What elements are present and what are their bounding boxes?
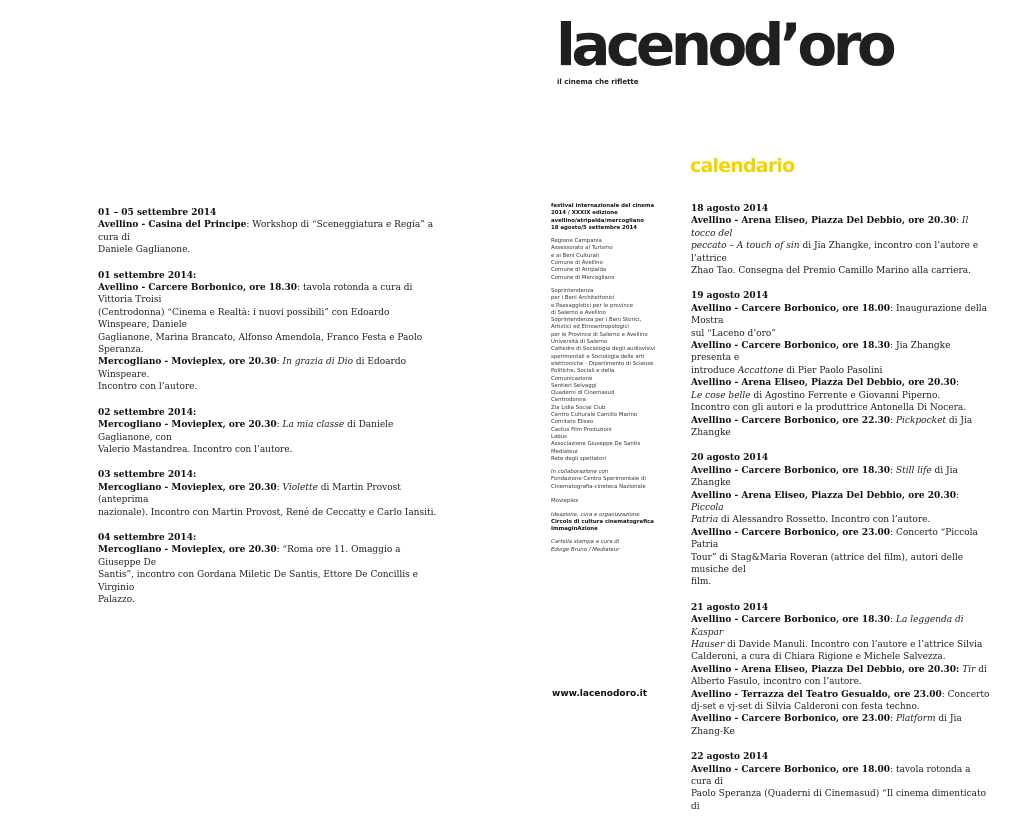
entry-line-text: di Daniele Gaglianone, con — [98, 420, 394, 443]
entry-text — [691, 215, 991, 277]
venue-time: Avellino - Arena Eliseo, Piazza Del Debbio, ore 20.30: — [691, 664, 960, 675]
entry-line-text: : “Roma ore 11. Omaggio a Giuseppe De — [98, 545, 401, 568]
festival-credits-column — [551, 203, 681, 560]
entry-line-text: Alberto Fasulo, incontro con l’autore. — [691, 677, 862, 688]
entry-line — [691, 514, 991, 526]
entry-line — [691, 651, 991, 663]
entry-line-text: : — [890, 415, 896, 426]
entry-line — [691, 713, 991, 738]
schedule-entry — [691, 452, 991, 588]
venue-time: Mercogliano - Movieplex, ore 20.30 — [98, 357, 277, 368]
entry-line — [98, 282, 438, 307]
film-title: Still life — [895, 465, 932, 476]
entry-line — [98, 244, 438, 256]
entry-date: 22 agosto 2014 — [691, 752, 769, 763]
venue-time: Avellino - Carcere Borbonico, ore 18.00 — [691, 303, 891, 314]
entry-line-text: di Agostino Ferrente e Giovanni Piperno. — [750, 390, 941, 401]
credit-line — [551, 491, 681, 498]
entry-line — [98, 307, 438, 332]
credit-line: Cactus Film Produzioni — [551, 426, 612, 433]
entry-line-text: Valerio Mastandrea. Incontro con l’autore. — [98, 444, 293, 455]
film-title: Pickpocket — [895, 415, 947, 426]
entry-line — [691, 552, 991, 577]
entry-date: 21 agosto 2014 — [691, 602, 769, 613]
entry-line-text: sul “Laceno d’oro” — [691, 328, 776, 339]
venue-time: Avellino - Carcere Borbonico, ore 18.30 — [691, 341, 891, 352]
credit-line: Università di Salerno — [551, 339, 608, 346]
film-title: Patria — [691, 515, 719, 526]
organization-block — [551, 512, 681, 534]
credit-line: Labus — [551, 433, 567, 440]
entry-line-text: : — [890, 615, 896, 626]
schedule-entry — [691, 290, 991, 439]
credit-line: avellino/atripalda/mercogliano — [551, 217, 644, 224]
credit-line: Zia Lidia Social Club — [551, 404, 606, 411]
entry-line — [691, 639, 991, 651]
collaboration-block — [551, 469, 681, 505]
venue-time: Mercogliano - Movieplex, ore 20.30 — [98, 545, 277, 556]
entry-line-text: : Concerto — [941, 689, 990, 700]
entry-line-text: dj-set e vj-set di Silvia Calderoni con festa techno. — [691, 702, 920, 713]
credit-line: e ai Beni Culturali — [551, 252, 599, 259]
entry-line-text: di Jia Zhangke — [691, 415, 973, 438]
entry-line — [98, 381, 438, 393]
entry-line — [98, 219, 438, 244]
entry-line — [691, 788, 991, 813]
entry-line-text: : — [955, 490, 960, 501]
entry-line-text: di Alessandro Rossetto. Incontro con l’autore. — [718, 515, 931, 526]
entry-line-text: di Davide Manuli. Incontro con l’autore e l’attrice Silvia — [724, 640, 983, 650]
entry-date: 01 – 05 settembre 2014 — [98, 208, 217, 218]
entry-line-text: di Martin Provost (anteprima — [98, 482, 401, 506]
entry-date: 02 settembre 2014: — [98, 407, 197, 418]
credit-line: Circolo di cultura cinematografica — [551, 518, 654, 525]
entry-line-text: : — [276, 482, 283, 493]
entry-line-text: di — [975, 664, 987, 675]
entry-line-text: di Pier Paolo Pasolini — [783, 365, 883, 376]
entry-line-text: Paolo Speranza (Quaderni di Cinemasud) “Il cinema dimenticato di — [691, 789, 987, 812]
credit-line: per i Beni Architettonici — [551, 295, 615, 302]
credit-line: Edvige Bruno / Mediateur — [551, 546, 620, 553]
credit-line: Centrodonna — [551, 397, 586, 404]
credit-line: elettroniche - Dipartimento di Scienze — [551, 360, 654, 367]
entry-line — [691, 701, 991, 713]
entry-line — [98, 419, 438, 444]
schedule-entry — [691, 203, 991, 277]
entry-line-text: Calderoni, a cura di Chiara Rigione e Michele Salvezza. — [691, 652, 946, 663]
entry-line-text: Palazzo. — [98, 594, 135, 605]
entry-line-text: : Workshop di “Sceneggiatura e Regia” a cura di — [98, 220, 434, 243]
credit-line: Artistici ed Etnoantropologici — [551, 324, 629, 331]
partners-organizations — [551, 288, 681, 463]
entry-line-text: (Centrodonna) “Cinema e Realtà: i nuovi possibili” con Edoardo Winspeare, Daniele — [98, 307, 390, 331]
credit-line: e Paesaggistici per le province — [551, 302, 634, 309]
entry-text — [691, 764, 991, 814]
film-title: Violette — [282, 482, 318, 493]
credit-line: Fondazione Centro Sperimentale di — [551, 476, 646, 483]
entry-line — [691, 415, 991, 440]
entry-line-text: : — [955, 378, 960, 389]
credit-line: Sentieri Selvaggi — [551, 382, 597, 389]
entry-line-text: Zhao Tao. Consegna del Premio Camillo Marino alla carriera. — [691, 266, 972, 277]
credit-line: 2014 / XXXIX edizione — [551, 210, 618, 217]
entry-line — [98, 544, 438, 569]
press-block — [551, 539, 681, 554]
credit-line: Comitato Eliseo — [551, 419, 594, 426]
entry-line-text: : Concerto “Piccola Patria — [691, 527, 978, 551]
entry-line-text: film. — [691, 577, 712, 588]
festival-logo: lacenod’oro — [556, 11, 893, 79]
credit-line: Cartella stampa a cura di — [551, 539, 620, 546]
credit-line: Quaderni di Cinemasud — [551, 390, 615, 397]
entry-line-text: : tavola rotonda a cura di — [691, 764, 971, 788]
credit-line: per le Province di Salerno e Avellino — [551, 331, 648, 338]
left-schedule-column — [98, 207, 438, 619]
venue-time: Avellino - Arena Eliseo, Piazza Del Debbio, ore 20.30 — [691, 490, 956, 501]
entry-line-text: Incontro con gli autori e la produttrice Antonella Di Nocera. — [691, 403, 967, 414]
credit-line: Centro Culturale Camillo Marino — [551, 412, 638, 419]
entry-text — [691, 465, 991, 589]
credit-line: Cattedre di Sociologia degli audiovisivi — [551, 346, 656, 353]
entry-text — [98, 219, 438, 256]
entry-line — [691, 240, 991, 265]
entry-line — [691, 664, 991, 676]
credit-line: Soprintendenza per i Beni Storici, — [551, 317, 642, 324]
entry-line-text: di Jia Zhangke, incontro con l’autore e l’attrice — [691, 241, 979, 264]
credit-line: Comune di Mercogliano — [551, 274, 615, 281]
film-title: La mia classe — [282, 420, 345, 431]
credit-line: Comune di Atripalda — [551, 267, 607, 274]
credit-line: Associazione Giuseppe De Santis — [551, 441, 641, 448]
credit-line: Movieplex — [551, 498, 579, 505]
entry-line-text: Daniele Gaglianone. — [98, 245, 191, 256]
entry-text — [98, 482, 438, 519]
entry-line — [691, 377, 991, 389]
partners-institutions — [551, 238, 681, 282]
festival-info — [551, 203, 681, 232]
entry-date: 04 settembre 2014: — [98, 532, 197, 543]
credit-line: di Salerno e Avellino — [551, 309, 606, 316]
entry-line — [691, 303, 991, 328]
right-schedule-column — [691, 203, 991, 826]
entry-line-text: : — [890, 714, 896, 725]
venue-time: Avellino - Casina del Principe — [98, 220, 247, 231]
entry-line-text: di Jia Zhangke — [691, 465, 958, 489]
venue-time: Avellino - Carcere Borbonico, ore 18.00 — [691, 764, 891, 775]
credit-line: Soprintendenza — [551, 287, 594, 294]
credit-line: Mediateur — [551, 448, 579, 455]
entry-date: 01 settembre 2014: — [98, 270, 197, 281]
credit-line: Comunicazione — [551, 375, 593, 382]
film-title: La leggenda di Kaspar — [691, 615, 964, 638]
entry-line-text: : Inaugurazione della Mostra — [691, 303, 987, 327]
schedule-entry — [98, 407, 438, 457]
entry-date: 18 agosto 2014 — [691, 204, 769, 214]
entry-date: 20 agosto 2014 — [691, 453, 769, 464]
entry-line — [691, 265, 991, 277]
film-title: Accattone — [737, 365, 784, 376]
entry-line — [691, 215, 991, 240]
collab-label: In collaborazione con — [551, 469, 609, 476]
credit-line: Regione Campania — [551, 238, 602, 245]
schedule-entry — [98, 207, 438, 257]
venue-time: Avellino - Arena Eliseo, Piazza Del Debbio, ore 20.30 — [691, 216, 956, 227]
entry-line — [691, 402, 991, 414]
entry-line — [98, 332, 438, 357]
entry-text — [691, 614, 991, 738]
entry-line-text: : Jia Zhangke presenta e — [691, 341, 951, 364]
entry-line — [691, 764, 991, 789]
entry-date: 03 settembre 2014: — [98, 470, 197, 481]
entry-line — [691, 465, 991, 490]
entry-line — [691, 527, 991, 552]
credit-line: 18 agosto/5 settembre 2014 — [551, 224, 638, 231]
entry-line — [691, 490, 991, 515]
idea-label: Ideazione, cura e organizzazione — [551, 511, 640, 518]
credit-line: festival internazionale del cinema — [551, 203, 655, 209]
film-title: Piccola — [691, 502, 724, 513]
website-link[interactable]: www.lacenodoro.it — [552, 689, 648, 699]
credit-line: Cinematografia-cineteca Nazionale — [551, 483, 646, 490]
credit-line: Rete degli spettatori — [551, 455, 607, 462]
entry-line-text: : tavola rotonda a cura di Vittoria Troisi — [98, 283, 413, 306]
entry-line-text: Santis”, incontro con Gordana Miletic De Santis, Ettore De Concillis e Virginio — [98, 570, 418, 593]
entry-line — [98, 569, 438, 594]
entry-line — [98, 507, 438, 519]
entry-line-text: : — [276, 420, 283, 431]
venue-time: Avellino - Carcere Borbonico, ore 18.30 — [691, 615, 891, 626]
entry-line-text: di Edoardo Winspeare. — [98, 357, 407, 380]
film-title: In grazia di Dio — [282, 357, 354, 368]
schedule-entry — [691, 602, 991, 738]
film-title: Hauser — [691, 640, 725, 650]
entry-line — [691, 614, 991, 639]
venue-time: Avellino - Carcere Borbonico, ore 23.00 — [691, 527, 891, 538]
credit-line: Assessorato al Turismo — [551, 245, 613, 252]
entry-line-text: di Jia Zhang-Ke — [691, 714, 962, 737]
entry-line — [691, 576, 991, 588]
venue-time: Mercogliano - Movieplex, ore 20.30 — [98, 420, 277, 431]
credit-line: Politiche, Sociali e della — [551, 368, 615, 375]
film-title: Platform — [895, 714, 936, 725]
entry-line-text: : — [955, 216, 962, 227]
venue-time: Avellino - Carcere Borbonico, ore 18.30 — [691, 465, 891, 476]
entry-line — [98, 594, 438, 606]
venue-time: Avellino - Carcere Borbonico, ore 18.30 — [98, 283, 298, 294]
entry-line — [691, 689, 991, 701]
schedule-entry — [691, 751, 991, 813]
schedule-entry — [98, 532, 438, 606]
logo-tagline: il cinema che riflette — [557, 78, 639, 86]
venue-time: Mercogliano - Movieplex, ore 20.30 — [98, 482, 277, 493]
entry-line-text: : — [276, 357, 283, 368]
entry-line — [691, 340, 991, 365]
schedule-entry — [98, 469, 438, 519]
venue-time: Avellino - Carcere Borbonico, ore 23.00 — [691, 714, 891, 725]
entry-line-text: introduce — [691, 365, 738, 376]
entry-line-text: Incontro con l’autore. — [98, 382, 198, 393]
film-title: Tir — [962, 664, 976, 675]
film-title: peccato – A touch of sin — [691, 241, 800, 252]
idea-list — [551, 519, 681, 534]
entry-line — [98, 444, 438, 456]
entry-line-text: Gaglianone, Marina Brancato, Alfonso Amendola, Franco Festa e Paolo Speranza. — [98, 332, 423, 356]
entry-line — [691, 676, 991, 688]
section-title: calendario — [690, 155, 795, 177]
venue-time: Avellino - Carcere Borbonico, ore 22.30 — [691, 415, 891, 426]
credit-line: sperimentali e Sociologia delle arti — [551, 353, 645, 360]
film-title: Le cose belle — [691, 390, 751, 401]
entry-line — [98, 356, 438, 381]
entry-line — [691, 328, 991, 340]
venue-time: Avellino - Terrazza del Teatro Gesualdo, ore 23.00 — [691, 689, 942, 700]
credit-line: Comune di Avellino — [551, 260, 603, 267]
entry-text — [98, 282, 438, 394]
entry-line-text: nazionale). Incontro con Martin Provost, René de Ceccatty e Carlo Iansiti. — [98, 507, 437, 518]
entry-text — [98, 544, 438, 606]
entry-text — [691, 303, 991, 439]
venue-time: Avellino - Arena Eliseo, Piazza Del Debbio, ore 20.30 — [691, 378, 956, 389]
credit-line: ImmaginAzione — [551, 526, 598, 533]
entry-line — [98, 482, 438, 507]
entry-date: 19 agosto 2014 — [691, 291, 769, 302]
collab-list — [551, 476, 681, 505]
entry-text — [98, 419, 438, 456]
entry-line — [691, 365, 991, 377]
entry-line-text: : — [890, 465, 896, 476]
entry-line-text: Tour” di Stag&Maria Roveran (attrice del film), autori delle musiche del — [691, 552, 964, 575]
schedule-entry — [98, 270, 438, 394]
film-title: Il tocco del — [691, 216, 969, 239]
entry-line — [691, 390, 991, 402]
